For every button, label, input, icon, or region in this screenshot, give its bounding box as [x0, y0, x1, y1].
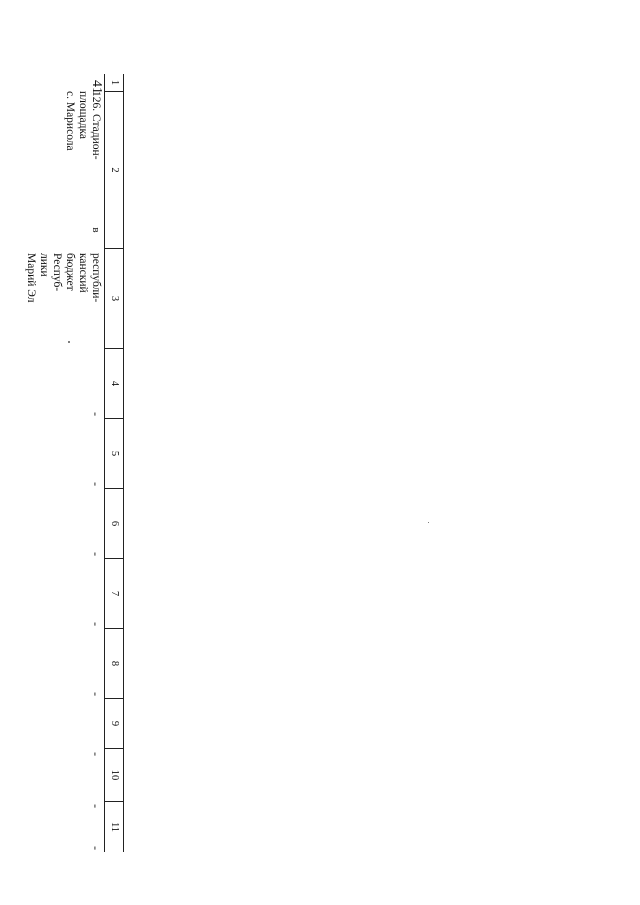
- header-col-5: 5: [105, 419, 123, 489]
- header-col-6: 6: [105, 489, 123, 559]
- scan-speck: [68, 341, 70, 343]
- header-col-2: 2: [105, 92, 123, 249]
- dash-126-c8: -: [89, 692, 103, 696]
- dash-126-c4: -: [89, 412, 103, 416]
- header-col-7: 7: [105, 559, 123, 629]
- page-number: 41: [89, 80, 104, 94]
- dash-126-c6: -: [89, 552, 103, 556]
- header-col-11: 11: [109, 821, 120, 833]
- dash-126-c9: -: [89, 752, 103, 756]
- rotated-table: [0, 74, 124, 852]
- dash-126-c10: -: [89, 804, 103, 808]
- dash-126-c11: -: [89, 846, 103, 850]
- row-126-source: республи- канский бюджет Респуб- лики Марий Эл: [25, 253, 102, 303]
- header-col-10: 10: [105, 749, 123, 802]
- header-col-4: 4: [105, 349, 123, 419]
- row-126-label: 126. Стадион- площадка с. Марисола: [64, 91, 102, 160]
- header-col-9: 9: [105, 699, 123, 749]
- header-col-8: 8: [105, 629, 123, 699]
- row-126-v: в: [90, 227, 102, 233]
- dash-126-c7: -: [89, 622, 103, 626]
- header-col-1: 1: [105, 74, 123, 92]
- scan-speck: [428, 522, 429, 523]
- dash-126-c5: -: [89, 482, 103, 486]
- table-header-row: [104, 74, 124, 852]
- header-col-3: 3: [105, 249, 123, 349]
